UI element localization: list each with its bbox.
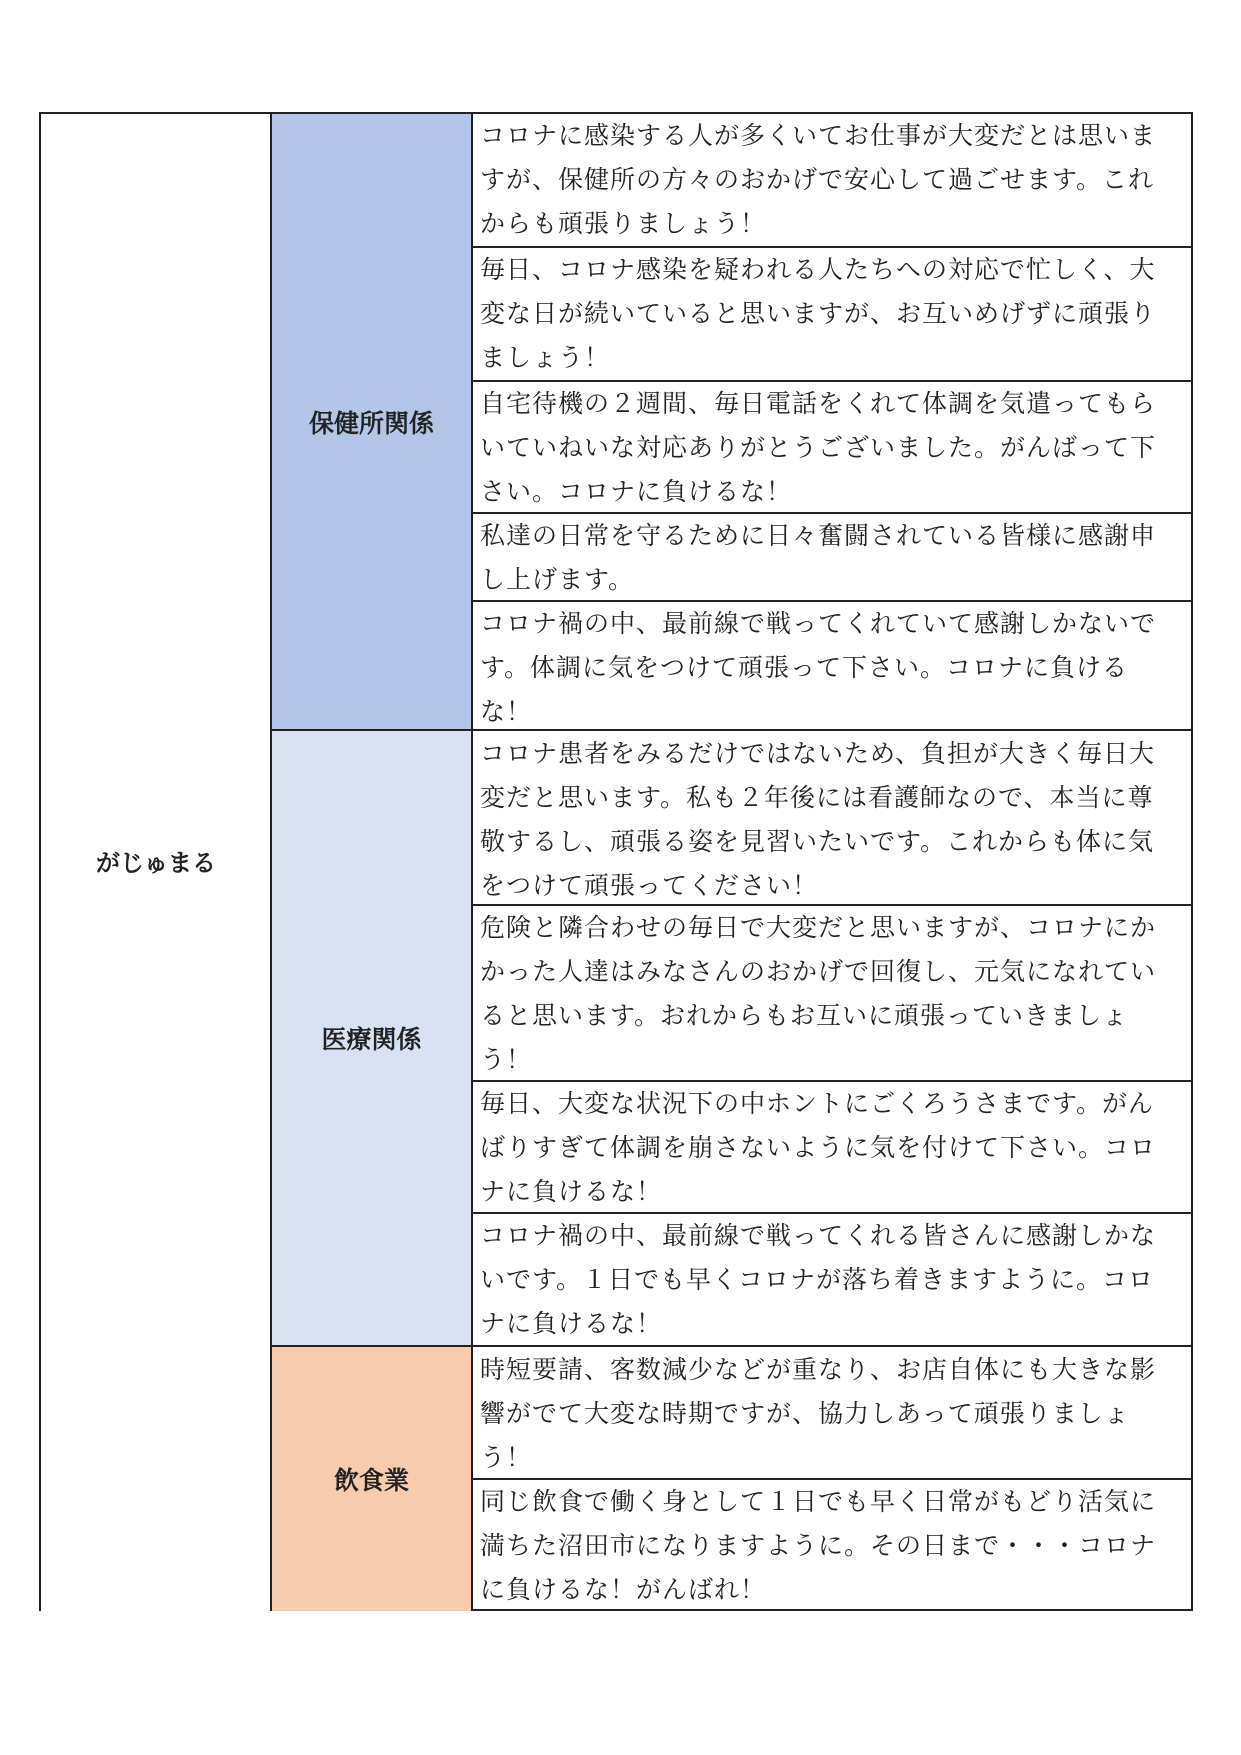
table-left-border [39, 112, 41, 1611]
category-restaurant [272, 1346, 471, 1611]
message-cell: 時短要請、客数減少などが重なり、お店自体にも大きな影 響がでて大変な時期ですが、協力しあって頑張りましょ う！ [480, 1355, 1157, 1472]
message-cell: 毎日、コロナ感染を疑われる人たちへの対応で忙しく、大 変な日が続いていると思いますが、お互いめげずに頑張り ましょう！ [480, 255, 1157, 372]
row-divider [471, 246, 1193, 248]
message-cell: コロナ禍の中、最前線で戦ってくれる皆さんに感謝しかな いです。１日でも早くコロナが落ち着きますように。コロ ナに負けるな！ [480, 1221, 1157, 1338]
table-divider-category [471, 112, 473, 1611]
category-medical [272, 730, 471, 1346]
message-cell: 私達の日常を守るために日々奮闘されている皆様に感謝申 し上げます。 [480, 521, 1157, 594]
table-right-border [1191, 112, 1193, 1611]
message-cell: 自宅待機の２週間、毎日電話をくれて体調を気遣ってもら いていねいな対応ありがとうございました。がんばって下 さい。コロナに負けるな！ [480, 389, 1157, 506]
category-label: 保健所関係 [308, 408, 434, 438]
category-divider [270, 1345, 1193, 1347]
category-label: 飲食業 [333, 1465, 409, 1495]
category-divider [270, 729, 1193, 731]
row-divider [471, 1080, 1193, 1082]
row-divider [471, 600, 1193, 602]
table-top-border [39, 112, 1193, 114]
category-label: 医療関係 [321, 1025, 422, 1054]
message-cell: 危険と隣合わせの毎日で大変だと思いますが、コロナにか かった人達はみなさんのおかげで回復し、元気になれてい ると思います。おれからもお互いに頑張っていきましょ う！ [480, 913, 1157, 1074]
row-divider [471, 904, 1193, 906]
row-divider [471, 512, 1193, 514]
message-cell: コロナ患者をみるだけではないため、負担が大きく毎日大 変だと思います。私も２年後には看護師なので、本当に尊 敬するし、頑張る姿を見習いたいです。これからも体に気 をつけて頑張ってください！ [480, 739, 1156, 900]
message-cell: 毎日、大変な状況下の中ホントにごくろうさまです。がん ばりすぎて体調を崩さないように気を付けて下さい。コロ ナに負けるな！ [480, 1089, 1157, 1206]
message-cell: コロナ禍の中、最前線で戦ってくれていて感謝しかないで す。体調に気をつけて頑張って下さい。コロナに負ける な！ [480, 609, 1157, 726]
row-divider [471, 1212, 1193, 1214]
table-divider-group [270, 112, 272, 1611]
message-cell: コロナに感染する人が多くいてお仕事が大変だとは思いま すが、保健所の方々のおかげで安心して過ごせます。これ からも頑張りましょう！ [480, 121, 1157, 238]
row-divider [471, 380, 1193, 382]
row-divider [471, 1478, 1193, 1480]
message-cell: 同じ飲食で働く身として１日でも早く日常がもどり活気に 満ちた沼田市になりますように。その日まで・・・コロナ に負けるな！がんばれ！ [480, 1487, 1157, 1604]
group-name-cell: がじゅまる [96, 848, 216, 877]
table-bottom-border-partial [471, 1609, 1193, 1611]
category-health-center [272, 113, 471, 730]
